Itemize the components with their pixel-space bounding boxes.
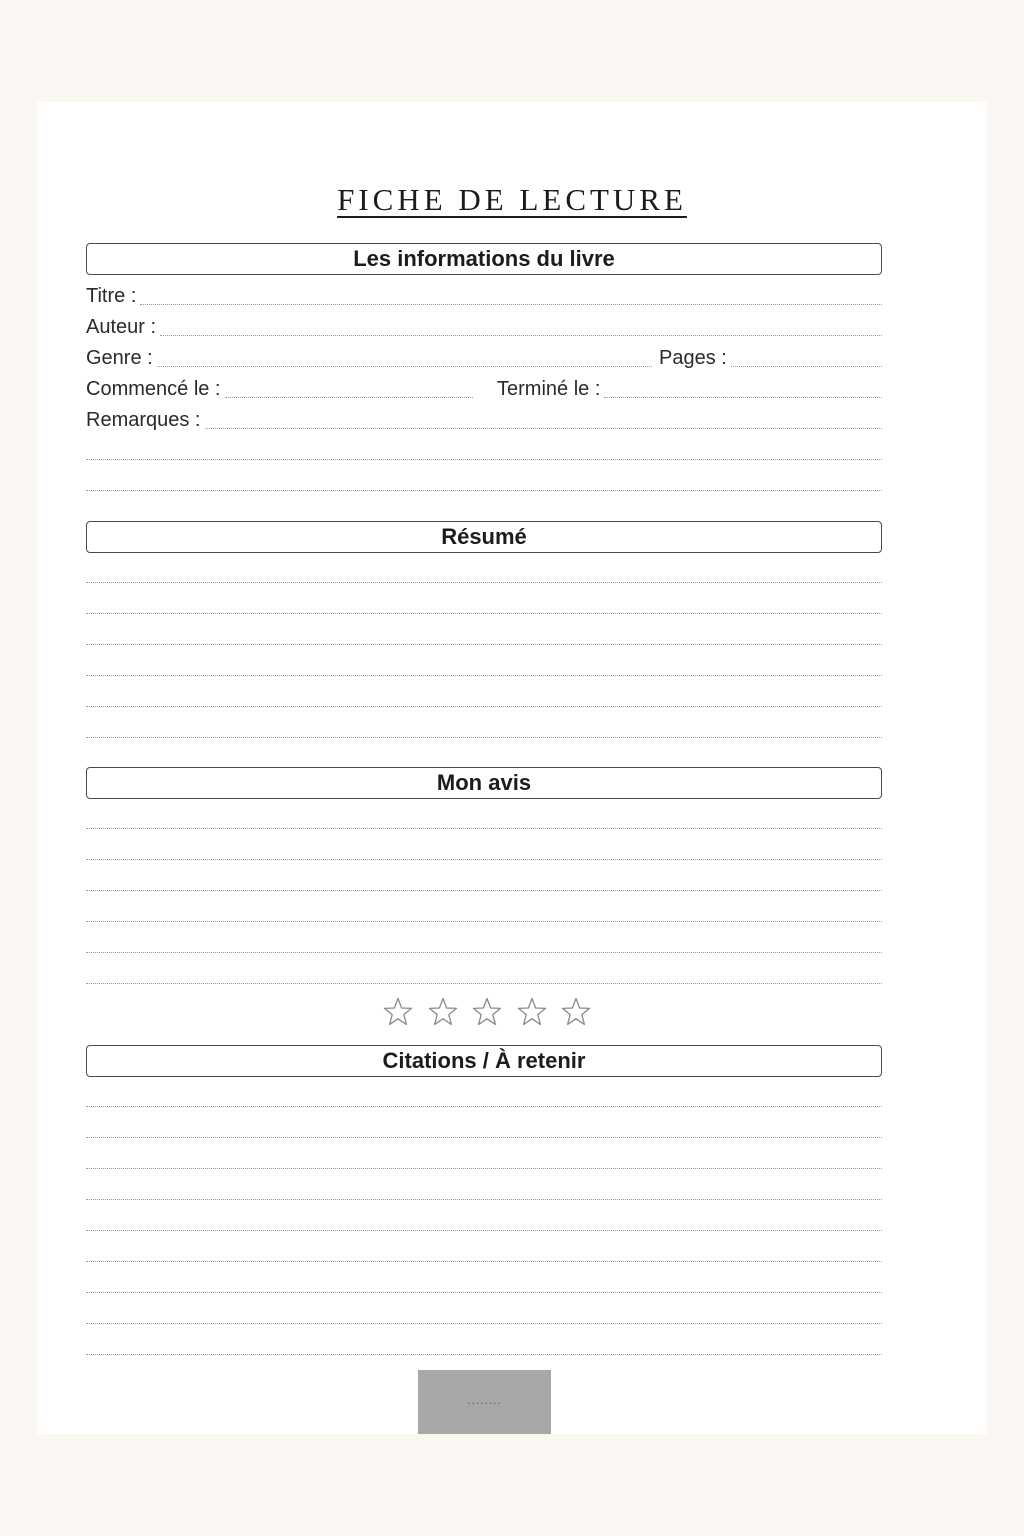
- citations-line[interactable]: [86, 1230, 882, 1231]
- page-title-text: FICHE DE LECTURE: [337, 182, 687, 217]
- genre-field[interactable]: [86, 344, 652, 370]
- resume-line[interactable]: [86, 737, 882, 738]
- resume-line[interactable]: [86, 582, 882, 583]
- citations-line[interactable]: [86, 1168, 882, 1169]
- avis-line[interactable]: [86, 983, 882, 984]
- remarques-label: Remarques :: [86, 409, 201, 431]
- star-icon[interactable]: [471, 996, 503, 1028]
- avis-line[interactable]: [86, 828, 882, 829]
- genre-label: Genre :: [86, 347, 153, 369]
- star-rating[interactable]: [382, 996, 592, 1030]
- commence-line[interactable]: [225, 377, 474, 398]
- reading-sheet: [37, 102, 987, 1434]
- genre-line[interactable]: [157, 346, 652, 367]
- remarques-field[interactable]: [86, 406, 882, 432]
- resume-line[interactable]: [86, 706, 882, 707]
- citations-line[interactable]: [86, 1137, 882, 1138]
- commence-field[interactable]: [86, 375, 473, 401]
- remarques-extra-line[interactable]: [86, 459, 882, 460]
- citations-line[interactable]: [86, 1292, 882, 1293]
- citations-line[interactable]: [86, 1199, 882, 1200]
- star-icon[interactable]: [560, 996, 592, 1028]
- pages-line[interactable]: [731, 346, 882, 367]
- section-header-avis: Mon avis: [86, 767, 882, 799]
- resume-line[interactable]: [86, 644, 882, 645]
- auteur-field[interactable]: [86, 313, 882, 339]
- resume-line[interactable]: [86, 675, 882, 676]
- citations-line[interactable]: [86, 1323, 882, 1324]
- star-icon[interactable]: [382, 996, 414, 1028]
- avis-line[interactable]: [86, 890, 882, 891]
- auteur-line[interactable]: [160, 315, 882, 336]
- commence-label: Commencé le :: [86, 378, 221, 400]
- titre-field[interactable]: [86, 282, 882, 308]
- page-number-placeholder: ........: [467, 1393, 502, 1407]
- remarques-line[interactable]: [205, 408, 883, 429]
- section-header-resume: Résumé: [86, 521, 882, 553]
- auteur-label: Auteur :: [86, 316, 157, 338]
- termine-line[interactable]: [604, 377, 882, 398]
- pages-label: Pages :: [659, 347, 727, 369]
- titre-line[interactable]: [140, 284, 882, 305]
- section-header-info: Les informations du livre: [86, 243, 882, 275]
- avis-line[interactable]: [86, 921, 882, 922]
- avis-line[interactable]: [86, 952, 882, 953]
- section-header-citations: Citations / À retenir: [86, 1045, 882, 1077]
- titre-label: Titre :: [86, 285, 137, 307]
- citations-line[interactable]: [86, 1354, 882, 1355]
- pages-field[interactable]: [659, 344, 882, 370]
- termine-field[interactable]: [497, 375, 882, 401]
- star-icon[interactable]: [516, 996, 548, 1028]
- page-title: [37, 182, 987, 224]
- citations-line[interactable]: [86, 1106, 882, 1107]
- star-icon[interactable]: [427, 996, 459, 1028]
- avis-line[interactable]: [86, 859, 882, 860]
- termine-label: Terminé le :: [497, 378, 601, 400]
- resume-line[interactable]: [86, 613, 882, 614]
- remarques-extra-line[interactable]: [86, 490, 882, 491]
- page-number-tab: [418, 1370, 551, 1434]
- citations-line[interactable]: [86, 1261, 882, 1262]
